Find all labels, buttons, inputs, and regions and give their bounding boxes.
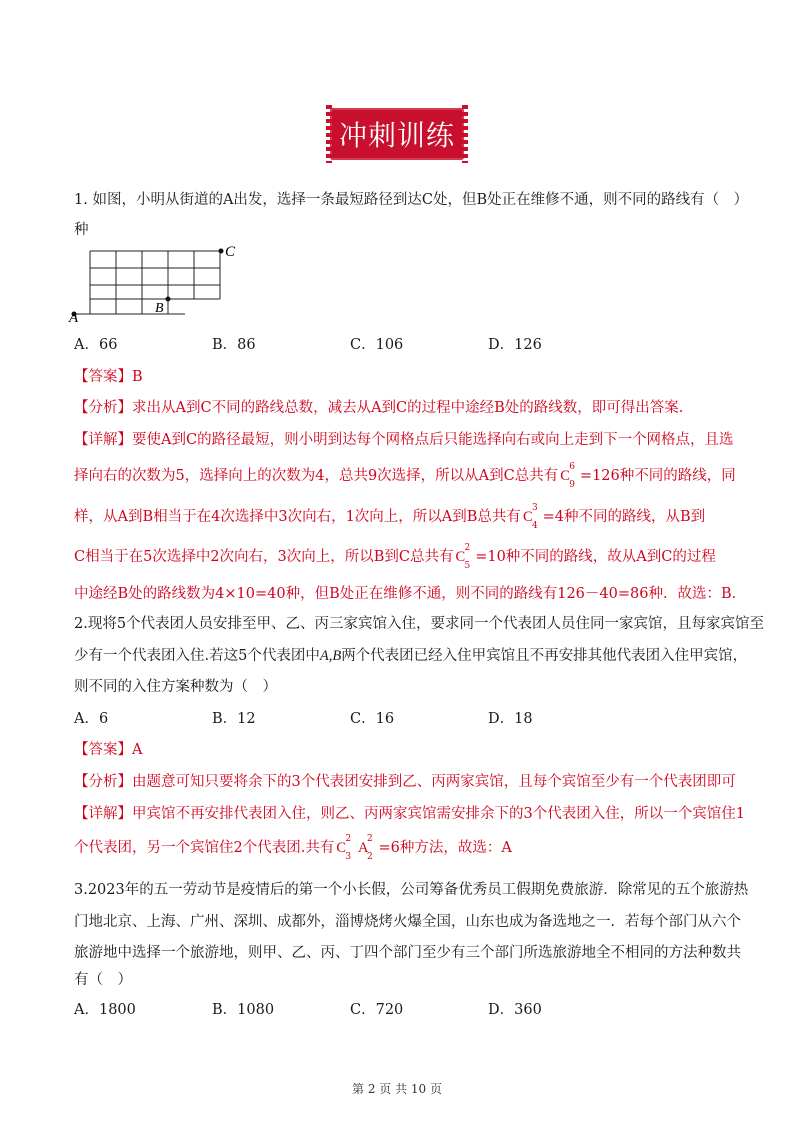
q2-stem-line2: 少有一个代表团入住.若这5个代表团中A,B两个代表团已经入住甲宾馆且不再安排其他代表团入住甲宾馆， (74, 648, 748, 664)
q1-grid-figure (70, 244, 250, 324)
q1-answer: 【答案】B (74, 369, 143, 385)
comb-c-4-3: C 3 4 (522, 503, 538, 531)
q3-choices (74, 998, 724, 1018)
q3-choice-d[interactable]: D．360 (488, 1002, 542, 1018)
label-c: C (225, 244, 236, 260)
q1-detail-line1: 【详解】要使A到C的路径最短，则小明到达每个网格点后只能选择向右或向上走到下一个网格点，且选 (74, 432, 734, 448)
page-footer: 第 2 页 共 10 页 (352, 1082, 442, 1096)
q3-stem-line4: 有（ ） (74, 972, 132, 988)
q3-choice-a[interactable]: A．1800 (74, 1002, 136, 1018)
label-b: B (155, 301, 164, 316)
q1-choice-d[interactable]: D．126 (488, 337, 542, 353)
q3-choice-b[interactable]: B．1080 (212, 1002, 275, 1018)
q2-answer: 【答案】A (74, 742, 143, 758)
q2-choice-d[interactable]: D．18 (488, 711, 533, 727)
q2-stem-line1: 2.现将5个代表团人员安排至甲、乙、丙三家宾馆入住，要求同一个代表团人员住同一家宾馆，且每家宾馆至 (74, 616, 765, 632)
q2-analysis: 【分析】由题意可知只要将余下的3个代表团安排到乙、丙两家宾馆，且每个宾馆至少有一个代表团即可 (74, 774, 736, 790)
q1-detail-line5: 中途经B处的路线数为4×10=40种，但B处正在维修不通，则不同的路线有126－40=86种．故选：B. (74, 586, 737, 602)
point-b (166, 297, 171, 302)
comb-c-9-6: C 6 9 (560, 462, 575, 490)
q1-analysis: 【分析】求出从A到C不同的路线总数，减去从A到C的过程中途经B处的路线数，即可得出答案. (74, 400, 684, 416)
q1-stem-line2: 种 (74, 222, 89, 238)
q3-stem-line1: 3.2023年的五一劳动节是疫情后的第一个小长假，公司筹备优秀员工假期免费旅游．除常见的五个旅游热 (74, 882, 749, 898)
comb-a-2-2: A 2 2 (358, 834, 373, 862)
q1-choice-b[interactable]: B．86 (212, 337, 256, 353)
q2-choice-b[interactable]: B．12 (212, 711, 256, 727)
q1-stem-line1: 1. 如图，小明从街道的A出发，选择一条最短路径到达C处，但B处正在维修不通，则不同的路线有（ ） (74, 192, 749, 208)
q1-choices (74, 333, 724, 353)
label-a: A (69, 310, 79, 326)
comb-c-3-2: C 2 3 (336, 834, 352, 862)
section-banner (330, 108, 464, 160)
q2-stem-line3: 则不同的入住方案种数为（ ） (74, 679, 277, 695)
q3-choice-c[interactable]: C．720 (350, 1002, 404, 1018)
q1-choice-c[interactable]: C．106 (350, 337, 404, 353)
banner-title: 冲刺训练 (338, 119, 455, 152)
q2-detail-line1: 【详解】甲宾馆不再安排代表团入住，则乙、丙两家宾馆需安排余下的3个代表团入住，所以一个宾馆住1 (74, 806, 745, 822)
q1-detail-line2: 择向右的次数为5，选择向上的次数为4，总共9次选择，所以从A到C总共有 C 6 9 =126种不同的路线，同 (74, 462, 736, 490)
q2-choices (74, 707, 724, 727)
q2-choice-a[interactable]: A．6 (74, 711, 109, 727)
point-c (219, 249, 224, 254)
q1-detail-line3: 样，从A到B相当于在4次选择中3次向右，1次向上，所以A到B总共有 C 3 4 =4种不同的路线，从B到 (74, 503, 706, 531)
q2-choice-c[interactable]: C．16 (350, 711, 395, 727)
q3-stem-line3: 旅游地中选择一个旅游地，则甲、乙、丙、丁四个部门至少有三个部门所选旅游地全不相同的方法种数共 (74, 945, 741, 961)
q2-detail-line2: 个代表团，另一个宾馆住2个代表团.共有 C 2 3 A 2 2 =6种方法，故选：A (74, 834, 512, 862)
comb-c-5-2: C 2 5 (455, 543, 471, 571)
q1-detail-line4: C相当于在5次选择中2次向右，3次向上，所以B到C总共有 C 2 5 =10种不同的路线，故从A到C的过程 (74, 543, 716, 571)
q3-stem-line2: 门地北京、上海、广州、深圳、成都外，淄博烧烤火爆全国，山东也成为备选地之一．若每个部门从六个 (74, 914, 741, 930)
q1-choice-a[interactable]: A．66 (74, 337, 118, 353)
